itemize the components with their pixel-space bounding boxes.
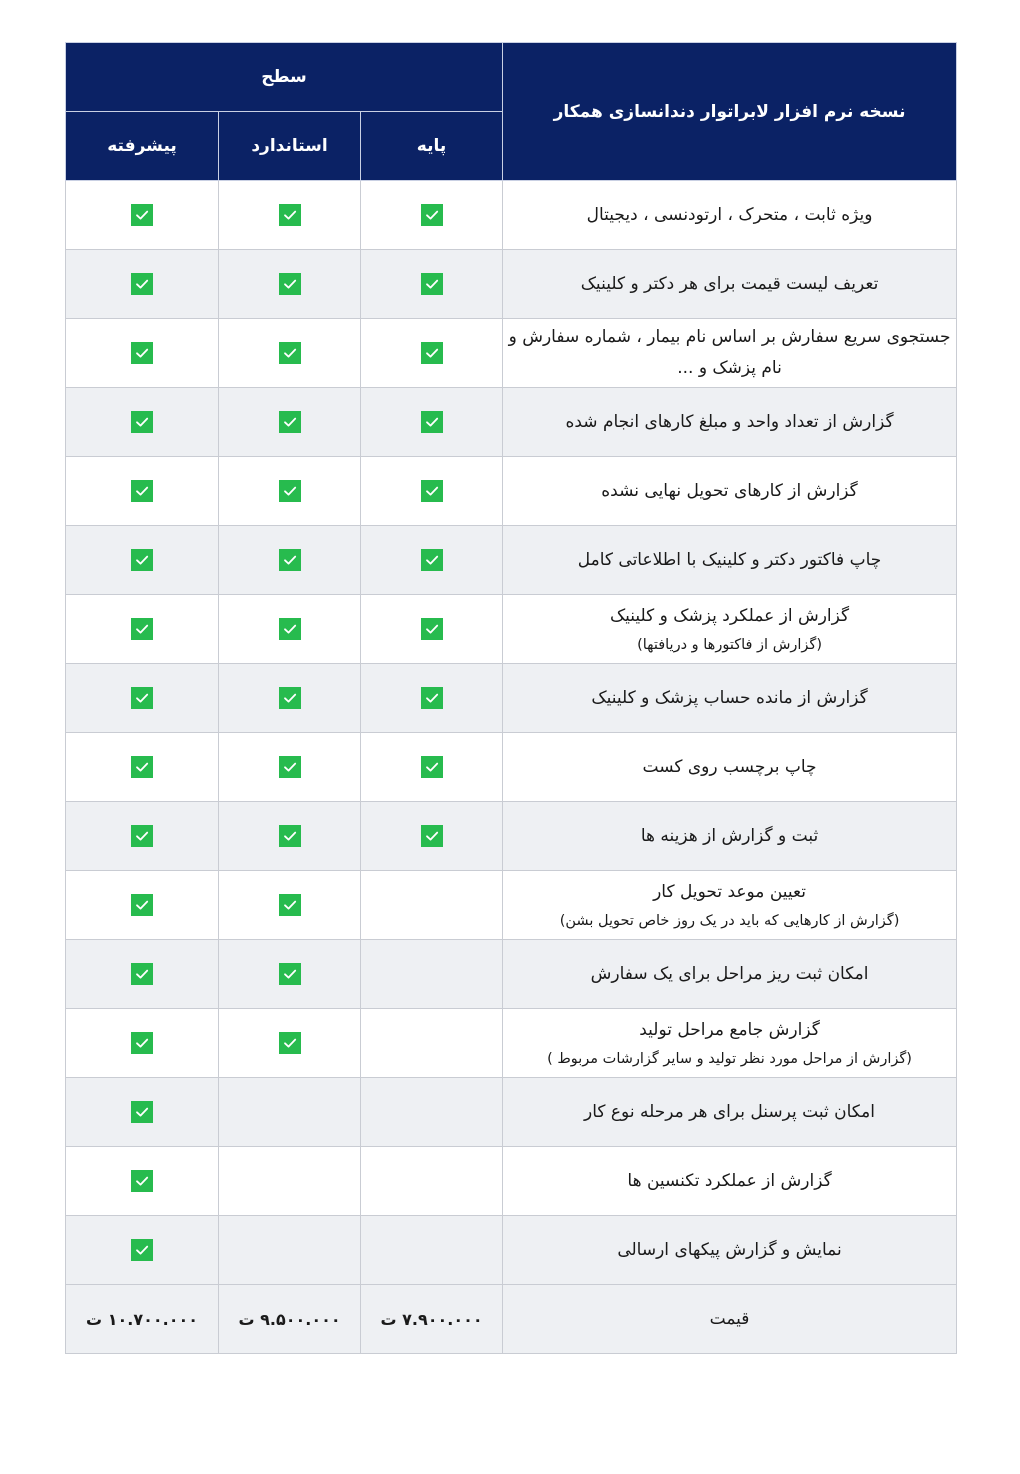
checkmark-icon: [131, 411, 153, 433]
feature-sublabel: (گزارش از مراحل مورد نظر تولید و سایر گزارشات مربوط ): [547, 1050, 912, 1067]
feature-row: [66, 664, 957, 733]
checkmark-icon: [131, 273, 153, 295]
checkmark-icon: [279, 963, 301, 985]
feature-label: گزارش جامع مراحل تولید: [639, 1019, 820, 1040]
tier-cell-advanced: [66, 1216, 219, 1285]
tier-cell-advanced: [66, 181, 219, 250]
feature-column-header: نسخه نرم افزار لابراتوار دندانسازی همکار: [503, 43, 957, 181]
feature-row: [66, 319, 957, 388]
feature-label: گزارش از تعداد واحد و مبلغ کارهای انجام شده: [565, 411, 894, 432]
feature-row: [66, 871, 957, 940]
checkmark-icon: [131, 1239, 153, 1261]
feature-sublabel: (گزارش از فاکتورها و دریافتها): [637, 636, 822, 653]
feature-row: [66, 181, 957, 250]
feature-label-cell: [503, 1078, 957, 1147]
feature-label-cell: [503, 802, 957, 871]
checkmark-icon: [131, 618, 153, 640]
checkmark-icon: [131, 1032, 153, 1054]
feature-row: [66, 250, 957, 319]
feature-label-cell: [503, 940, 957, 1009]
feature-label: تعریف لیست قیمت برای هر دکتر و کلینیک: [580, 273, 879, 294]
checkmark-icon: [131, 825, 153, 847]
feature-label: گزارش از عملکرد تکنسین ها: [627, 1170, 832, 1191]
feature-row: [66, 457, 957, 526]
feature-label: امکان ثبت پرسنل برای هر مرحله نوع کار: [584, 1101, 876, 1122]
feature-row: [66, 595, 957, 664]
feature-label-cell: [503, 1216, 957, 1285]
checkmark-icon: [279, 549, 301, 571]
feature-rows: [66, 181, 957, 1285]
price-basic: ۷.۹۰۰.۰۰۰ ت: [361, 1285, 503, 1354]
tier-cell-advanced: [66, 802, 219, 871]
tier-cell-advanced: [66, 388, 219, 457]
tier-cell-basic: [361, 388, 503, 457]
checkmark-icon: [279, 204, 301, 226]
tier-cell-standard: [219, 388, 361, 457]
feature-row: [66, 1078, 957, 1147]
tier-cell-advanced: [66, 595, 219, 664]
feature-label: ویژه ثابت ، متحرک ، ارتودنسی ، دیجیتال: [586, 204, 873, 225]
checkmark-icon: [131, 549, 153, 571]
feature-label-cell: [503, 1147, 957, 1216]
tier-cell-standard: [219, 319, 361, 388]
feature-label: تعیین موعد تحویل کار: [653, 881, 806, 902]
tier-cell-advanced: [66, 1078, 219, 1147]
feature-sublabel: (گزارش از کارهایی که باید در یک روز خاص تحویل بشن): [559, 912, 900, 929]
feature-label-cell: [503, 319, 957, 388]
feature-label-cell: [503, 733, 957, 802]
level-header: سطح: [66, 43, 503, 112]
feature-label-cell: [503, 388, 957, 457]
checkmark-icon: [421, 687, 443, 709]
feature-label: جستجوی سریع سفارش بر اساس نام بیمار ، شماره سفارش و نام پزشک و ...: [508, 327, 951, 378]
tier-header-advanced: پیشرفته: [66, 112, 219, 181]
tier-cell-basic: [361, 457, 503, 526]
feature-label: چاپ برچسب روی کست: [642, 756, 817, 777]
tier-cell-basic: [361, 319, 503, 388]
tier-cell-standard: [219, 871, 361, 940]
feature-row: [66, 1216, 957, 1285]
checkmark-icon: [131, 894, 153, 916]
checkmark-icon: [421, 411, 443, 433]
tier-cell-advanced: [66, 940, 219, 1009]
checkmark-icon: [279, 273, 301, 295]
feature-label: چاپ فاکتور دکتر و کلینیک با اطلاعاتی کامل: [577, 549, 882, 570]
tier-cell-standard: [219, 802, 361, 871]
tier-cell-basic: [361, 181, 503, 250]
price-label: قیمت: [503, 1285, 957, 1354]
checkmark-icon: [421, 204, 443, 226]
checkmark-icon: [131, 756, 153, 778]
checkmark-icon: [279, 756, 301, 778]
checkmark-icon: [421, 549, 443, 571]
tier-cell-advanced: [66, 871, 219, 940]
price-standard: ۹.۵۰۰.۰۰۰ ت: [219, 1285, 361, 1354]
checkmark-icon: [131, 687, 153, 709]
feature-row: [66, 940, 957, 1009]
tier-cell-advanced: [66, 1009, 219, 1078]
tier-cell-standard: [219, 526, 361, 595]
checkmark-icon: [279, 480, 301, 502]
tier-cell-standard: [219, 457, 361, 526]
feature-row: [66, 388, 957, 457]
checkmark-icon: [131, 204, 153, 226]
tier-cell-basic: [361, 733, 503, 802]
tier-cell-basic: [361, 1078, 503, 1147]
tier-cell-advanced: [66, 733, 219, 802]
pricing-table: [65, 42, 957, 1354]
price-advanced: ۱۰.۷۰۰.۰۰۰ ت: [66, 1285, 219, 1354]
feature-label-cell: [503, 871, 957, 940]
feature-label-cell: [503, 595, 957, 664]
tier-cell-standard: [219, 1078, 361, 1147]
feature-label: گزارش از مانده حساب پزشک و کلینیک: [591, 687, 868, 708]
tier-cell-standard: [219, 1147, 361, 1216]
tier-cell-standard: [219, 664, 361, 733]
checkmark-icon: [131, 1170, 153, 1192]
feature-label: ثبت و گزارش از هزینه ها: [640, 825, 819, 846]
checkmark-icon: [421, 756, 443, 778]
feature-label-cell: [503, 250, 957, 319]
feature-row: [66, 526, 957, 595]
checkmark-icon: [279, 1032, 301, 1054]
tier-cell-standard: [219, 181, 361, 250]
tier-cell-standard: [219, 595, 361, 664]
feature-row: [66, 1009, 957, 1078]
tier-cell-basic: [361, 802, 503, 871]
feature-label-cell: [503, 1009, 957, 1078]
checkmark-icon: [279, 894, 301, 916]
checkmark-icon: [279, 825, 301, 847]
tier-cell-standard: [219, 940, 361, 1009]
checkmark-icon: [131, 480, 153, 502]
tier-cell-advanced: [66, 1147, 219, 1216]
tier-cell-advanced: [66, 250, 219, 319]
feature-row: [66, 733, 957, 802]
tier-header-basic: پایه: [361, 112, 503, 181]
checkmark-icon: [131, 1101, 153, 1123]
checkmark-icon: [279, 618, 301, 640]
feature-row: [66, 802, 957, 871]
tier-cell-advanced: [66, 664, 219, 733]
tier-cell-advanced: [66, 526, 219, 595]
tier-header-standard: استاندارد: [219, 112, 361, 181]
tier-cell-basic: [361, 595, 503, 664]
tier-cell-standard: [219, 250, 361, 319]
feature-label-cell: [503, 526, 957, 595]
tier-cell-basic: [361, 940, 503, 1009]
tier-cell-advanced: [66, 457, 219, 526]
feature-label-cell: [503, 664, 957, 733]
tier-cell-basic: [361, 526, 503, 595]
checkmark-icon: [421, 825, 443, 847]
checkmark-icon: [421, 273, 443, 295]
feature-label-cell: [503, 181, 957, 250]
checkmark-icon: [421, 342, 443, 364]
tier-cell-basic: [361, 664, 503, 733]
tier-cell-basic: [361, 1009, 503, 1078]
checkmark-icon: [131, 963, 153, 985]
checkmark-icon: [279, 411, 301, 433]
checkmark-icon: [421, 618, 443, 640]
feature-label-cell: [503, 457, 957, 526]
tier-cell-basic: [361, 1147, 503, 1216]
tier-cell-basic: [361, 1216, 503, 1285]
tier-cell-standard: [219, 733, 361, 802]
checkmark-icon: [279, 687, 301, 709]
tier-cell-basic: [361, 871, 503, 940]
tier-cell-advanced: [66, 319, 219, 388]
checkmark-icon: [279, 342, 301, 364]
feature-row: [66, 1147, 957, 1216]
tier-cell-standard: [219, 1216, 361, 1285]
feature-label: امکان ثبت ریز مراحل برای یک سفارش: [590, 963, 869, 984]
feature-label: نمایش و گزارش پیکهای ارسالی: [617, 1239, 842, 1260]
tier-cell-standard: [219, 1009, 361, 1078]
checkmark-icon: [131, 342, 153, 364]
checkmark-icon: [421, 480, 443, 502]
tier-cell-basic: [361, 250, 503, 319]
feature-label: گزارش از عملکرد پزشک و کلینیک: [609, 605, 850, 626]
feature-label: گزارش از کارهای تحویل نهایی نشده: [601, 480, 858, 501]
